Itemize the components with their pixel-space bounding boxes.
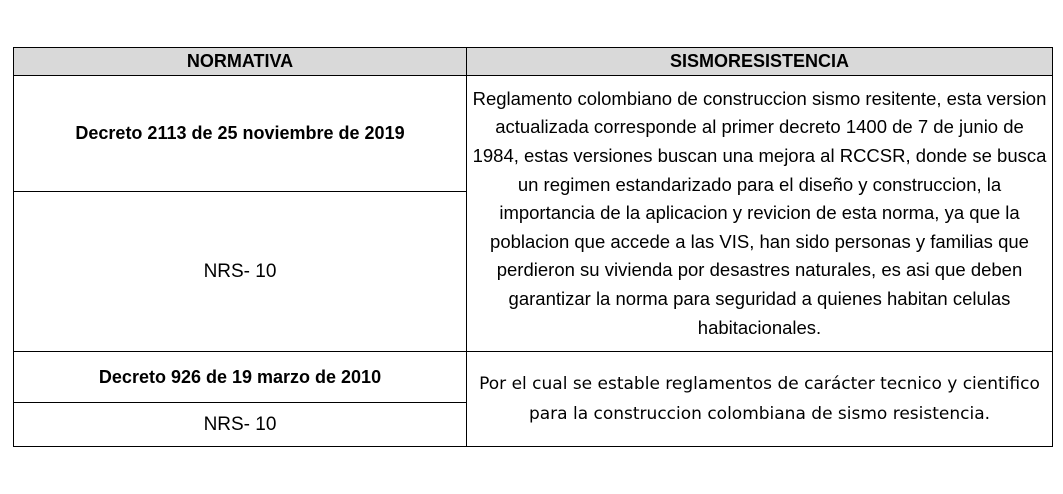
normativa-table	[13, 47, 1053, 447]
table-row	[14, 76, 1053, 192]
sismoresistencia-cell: Reglamento colombiano de construccion sismo resitente, esta version actualizada corresponde al primer decreto 1400 de 7 de junio de 1984, estas versiones buscan una mejora al RCCSR, donde se busca un regimen estandarizado para el diseño y construccion, la importancia de la aplicacion y revicion de esta norma, ya que la poblacion que accede a las VIS, han sido personas y familias que perdieron su vivienda por desastres naturales, es asi que deben garantizar la norma para seguridad a quienes habitan celulas habitacionales.	[467, 76, 1053, 352]
header-row	[14, 48, 1053, 76]
normativa-cell: Decreto 926 de 19 marzo de 2010	[14, 352, 467, 403]
header-normativa: NORMATIVA	[14, 48, 467, 76]
normativa-cell: NRS- 10	[14, 192, 467, 352]
sismoresistencia-cell: Por el cual se estable reglamentos de carácter tecnico y cientifico para la construccion colombiana de sismo resistencia.	[467, 352, 1053, 447]
normativa-cell: NRS- 10	[14, 403, 467, 447]
normativa-cell: Decreto 2113 de 25 noviembre de 2019	[14, 76, 467, 192]
header-sismoresistencia: SISMORESISTENCIA	[467, 48, 1053, 76]
table-row	[14, 352, 1053, 403]
